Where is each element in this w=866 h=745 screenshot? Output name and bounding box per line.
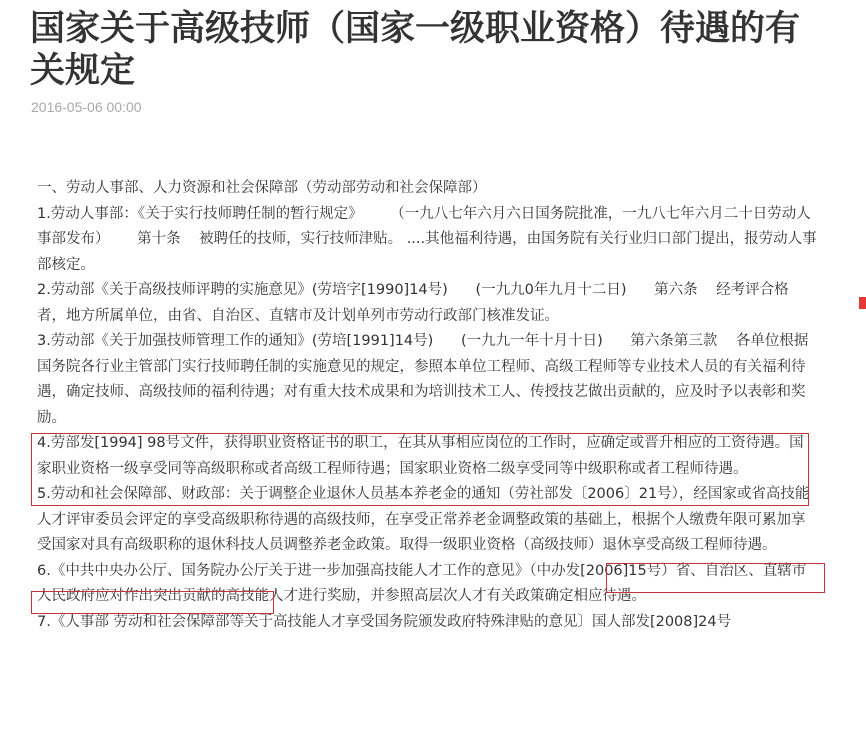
paragraph: 5.劳动和社会保障部、财政部：关于调整企业退休人员基本养老金的通知（劳社部发〔2006〕21号），经国家或省高技能人才评审委员会评定的享受高级职称待遇的高级技师，在享受正常养老金调整政策的基础上，根据个人缴费年限可累加享受国家对具有高级职称的退休科技人员调整养老金政策。取得一级职业资格（高级技师）退休享受高级工程师待遇。 [37,486,810,553]
paragraph: 6.《中共中央办公厅、国务院办公厅关于进一步加强高技能人才工作的意见》（中办发[2006]15号）省、自治区、直辖市人民政府应对作出突出贡献的高技能人才进行奖励，并参照高层次人才有关政策确定相应待遇。 [37,562,807,604]
highlight-box-senior-technician-a [606,563,825,593]
paragraph: 3.劳动部《关于加强技师管理工作的通知》(劳培[1991]14号) (一九九一年十月十日) 第六条第三款 各单位根据国务院各行业主管部门实行技师聘任制的实施意见的规定，参照本单位工程师、高级工程师等专业技术人员的有关福利待遇，确定技师、高级技师的福利待遇；对有重大技术成果和为培训技术工人、传授技艺做出贡献的，应及时予以表彰和奖励。 [37,333,809,426]
highlight-box-paragraph-4 [31,433,809,506]
paragraph: 1.劳动人事部：《关于实行技师聘任制的暂行规定》 （一九八七年六月六日国务院批准，一九八七年六月二十日劳动人事部发布） 第十条 被聘任的技师，实行技师津贴。 ....其他福利待遇，由国务院有关行业归口部门提出，报劳动人事部核定。 [37,205,817,273]
paragraph-highlighted: 4.劳部发[1994] 98号文件，获得职业资格证书的职工，在其从事相应岗位的工作时，应确定或晋升相应的工资待遇。国家职业资格一级享受同等高级职称或者高级工程师待遇；国家职业资格二级享受同等中级职称或者工程师待遇。 [37,435,804,477]
highlight-box-senior-technician-b [31,591,274,614]
publish-date: 2016-05-06 00:00 [31,99,142,115]
paragraph: 一、劳动人事部、人力资源和社会保障部（劳动部劳动和社会保障部） [37,180,487,196]
article-title: 国家关于高级技师（国家一级职业资格）待遇的有关规定 [30,9,801,91]
paragraph: 2.劳动部《关于高级技师评聘的实施意见》(劳培字[1990]14号) (一九九0年九月十二日) 第六条 经考评合格者，地方所属单位，由省、自治区、直辖市及计划单列市劳动行政部门核准发证。 [37,282,789,324]
scroll-indicator[interactable] [859,297,866,309]
paragraph: 7.《人事部 劳动和社会保障部等关于高技能人才享受国务院颁发政府特殊津贴的意见〕国人部发[2008]24号 [37,613,732,630]
